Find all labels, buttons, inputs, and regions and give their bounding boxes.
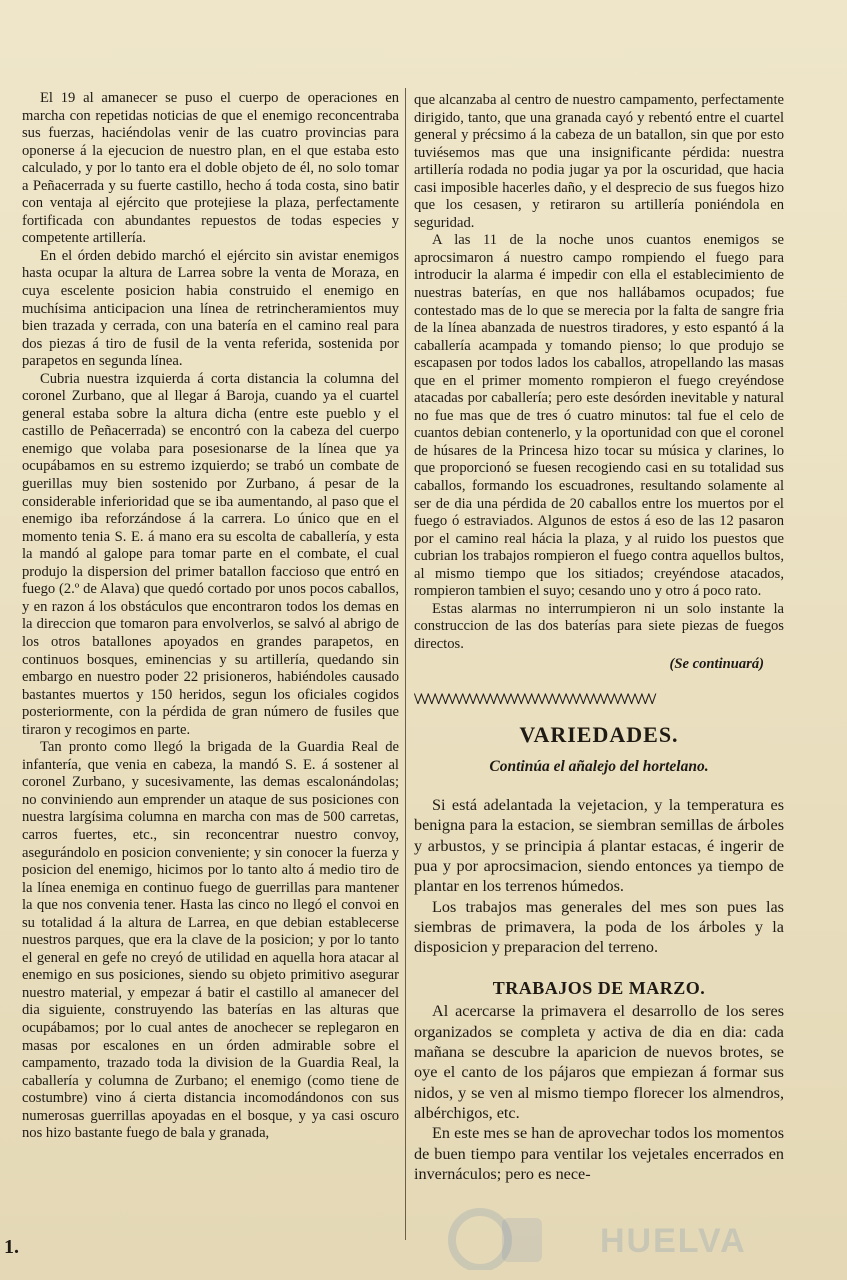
variedades-body — [414, 795, 784, 957]
subhead-trabajos-marzo: TRABAJOS DE MARZO. — [492, 978, 706, 999]
section-subtitle: Continúa el añalejo del hortelano. — [489, 758, 709, 776]
paragraph-primavera: Al acercarse la primavera el desarrollo de los seres organizados se completa y activa de dia en dia: cada mañana se descubre la aparicion de nuevos brotes, se oye el canto de los pájaros que empiezan á formar sus nidos, y se ven al mismo tiempo florecer los almendros, albérchigos, etc. — [414, 1002, 784, 1122]
paragraph-trabajos-generales: Los trabajos mas generales del mes son pues las siembras de primavera, la poda de los árboles y la disposicion y preparacion del terreno. — [414, 897, 784, 957]
marzo-body — [414, 1001, 784, 1184]
library-watermark-icon — [440, 1200, 560, 1270]
decorative-divider: \/\/\/\/\/\/\/\/\/\/\/\/\/\/\/\/\/\/\/\/\/\/\/\/\/\/\/\/\/\/\/\/\/\/\/ — [414, 693, 656, 708]
page-number: 1. — [4, 1236, 19, 1258]
right-column — [414, 92, 784, 1184]
paragraph-vejetacion: Si está adelantada la vejetacion, y la temperatura es benigna para la estacion, se siembran semillas de árboles y arbustos, y se principia á plantar estacas, é ingerir de pua y por aprocsimacion, siendo entonces ya tiempo de plantar en los terrenos húmedos. — [414, 796, 784, 896]
watermark-text: HUELVA — [600, 1222, 747, 1260]
paragraph-orden-marcha: En el órden debido marchó el ejército sin avistar enemigos hasta ocupar la altura de Larrea sobre la venta de Moraza, en cuya escelente posicion habia construido el enemigo en muchísima anticipacion una línea de retrincheramientos muy bien trazada y cerrada, con una batería en el camino real para dos piezas á tiro de fusil de la venta referida, sostenida por parapetos en segunda línea. — [22, 247, 399, 370]
section-title-variedades: VARIEDADES. — [519, 722, 679, 748]
paragraph-alarmas-baterias: Estas alarmas no interrumpieron ni un solo instante la construccion de las dos baterías para siete piezas de fuegos directos. — [414, 600, 784, 652]
paragraph-alarma-noche: A las 11 de la noche unos cuantos enemigos se aprocsimaron á nuestro campo rompiendo el fuego para introducir la alarma é impedir con ella el establecimiento de nuestras baterías, en que nos hallábamos ocupados; fue contestado mas de lo que se merecia por la falta de sangre fria de la línea abanzada de nuestros tiradores, y esto espantó á la caballería acampada y tomando pienso; lo que produjo se escapasen por todos lados los caballos, atropellando las masas que en el primer momento rompieron el fuego creyéndose atacadas por caballería; pero este desórden inevitable y natural no fue mas que de tres ó cuatro minutos: tal fue el celo de cuantos debian contenerlo, y la oportunidad con que el coronel de húsares de la Princesa hizo tocar su música y clarines, lo que proporcionó se fuesen recogiendo casi en su totalidad sus caballos, formando los escuadrones, resultando solamente al ser de dia una pérdida de 20 caballos entre los muertos por el fuego ó estraviados. Algunos de estos á eso de las 12 pasaron por el camino real hácia la plaza, y al ruido los puestos que cubrian los trabajos rompieron el fuego contra aquellos bultos, al mismo tiempo que los sitiados; creyéndose atacados, rompieron tambien el suyo; cesando uno y otro á poco rato. — [414, 232, 784, 600]
left-column — [22, 90, 399, 1143]
paragraph-guardia-real: Tan pronto como llegó la brigada de la Guardia Real de infantería, que venia en cabeza, la mandó S. E. á sostener al coronel Zurbano, y sucesivamente, las demas escalonándolas; no conviniendo aun emprender un ataque de sus posiciones con nuestra largísima columna en marcha con mas de 500 carretas, carros fuertes, etc., sin reconcentrar nuestro convoy, asegurándolo en posicion conveniente; y sin conocer la fuerza y posicion del enemigo, hicimos por lo tanto alto á medio tiro de la línea enemiga en continuo fuego de guerrillas para mantener la que nos convenia tener. Hasta las cinco no llegó el convoi en su totalidad á la altura de Larrea, en que debian establecerse nuestros parques, que era la clave de la posicion; y por lo tanto el general en gefe no creyó de utilidad en aquella hora atacar al enemigo en sus posiciones, siendo su objeto primitivo asegurar nuestro material, y empezar á batir el castillo al amanecer del dia siguiente, construyendo las baterías en las alturas que ocupábamos; por lo cual antes de anochecer se replegaron en masas por escalones en un órden admirable sobre el campamento, trazado toda la division de la Guardia Real, la caballería y columna de Zurbano; el enemigo (como tiene de costumbre) vino á cierta distancia incomodándonos con sus numerosas guerrillas apoyadas en el bosque, y ya casi oscuro nos hizo bastante fuego de bala y granada, — [22, 739, 399, 1142]
continuation-note: (Se continuará) — [669, 655, 764, 672]
paragraph-zurbano-combate: Cubria nuestra izquierda á corta distancia la columna del coronel Zurbano, que al llegar á Baroja, cuando ya el cuartel general estaba sobre la altura dicha (entre este pueblo y el castillo de Peñacerrada) se encontró con la cabeza del cuerpo enemigo que volaba para posesionarse de la línea que ya ocupábamos en su estremo izquierdo; se trabó un combate de guerillas muy bien sostenido por Zurbano, á pesar de la considerable inferioridad que se iba aumentando, al paso que el enemigo iba reforzándose á la carrera. Lo único que en el momento tenia S. E. á mano era su escolta de caballería, y esta la mandó al galope para tomar parte en el combate, el cual produjo la dispersion del primer batallon faccioso que entró en fuego (2.º de Alava) que quedó cortado por unos pocos caballos, y en razon á los obstáculos que encontraron todos los demas en la direccion que tomaron para envolverlos, se salvó al abrigo de los otros batallones apoyados en grandes parapetos, en continuos bosques, eminencias y su artillería, quedando sin embargo en nuestro poder 22 prisioneros, habiéndoles causado bastantes muertos y 150 heridos, segun los oficiales cogidos posteriormente, con la pérdida de gran número de fusiles que tiraron y recogimos en parte. — [22, 370, 399, 738]
column-divider — [405, 88, 406, 1240]
paragraph-continuation: que alcanzaba al centro de nuestro campamento, perfectamente dirigido, tanto, que una granada cayó y rebentó entre el cuartel general y précsimo á la cabeza de un batallon, sin que por esto tuviésemos mas que una insignificante pérdida: nuestra artillería rodada no podia jugar ya por la oscuridad, que hacia casi imposible hacerles daño, y el desprecio de sus fuegos hizo que los cesasen, y retiraron su artillería poniéndola en seguridad. — [414, 92, 784, 231]
paragraph-el-19: El 19 al amanecer se puso el cuerpo de operaciones en marcha con repetidas noticias de que el enemigo reconcentraba sus fuerzas, haciéndolas venir de las cuatro provincias para oponerse á la ejecucion de nuestro plan, en el que estaba esto calculado, y por lo tanto era el doble objeto de él, no solo tomar a Peñacerrada y su fuerte castillo, hecho á toda costa, sino batir con ventaja al ejército que protejiese la plaza, perfectamente fortificada con abundantes repuestos de todas especies y competente artillería. — [22, 90, 399, 247]
paragraph-invernaculos: En este mes se han de aprovechar todos los momentos de buen tiempo para ventilar los vejetales encerrados en invernáculos; pero es nece- — [414, 1124, 784, 1183]
